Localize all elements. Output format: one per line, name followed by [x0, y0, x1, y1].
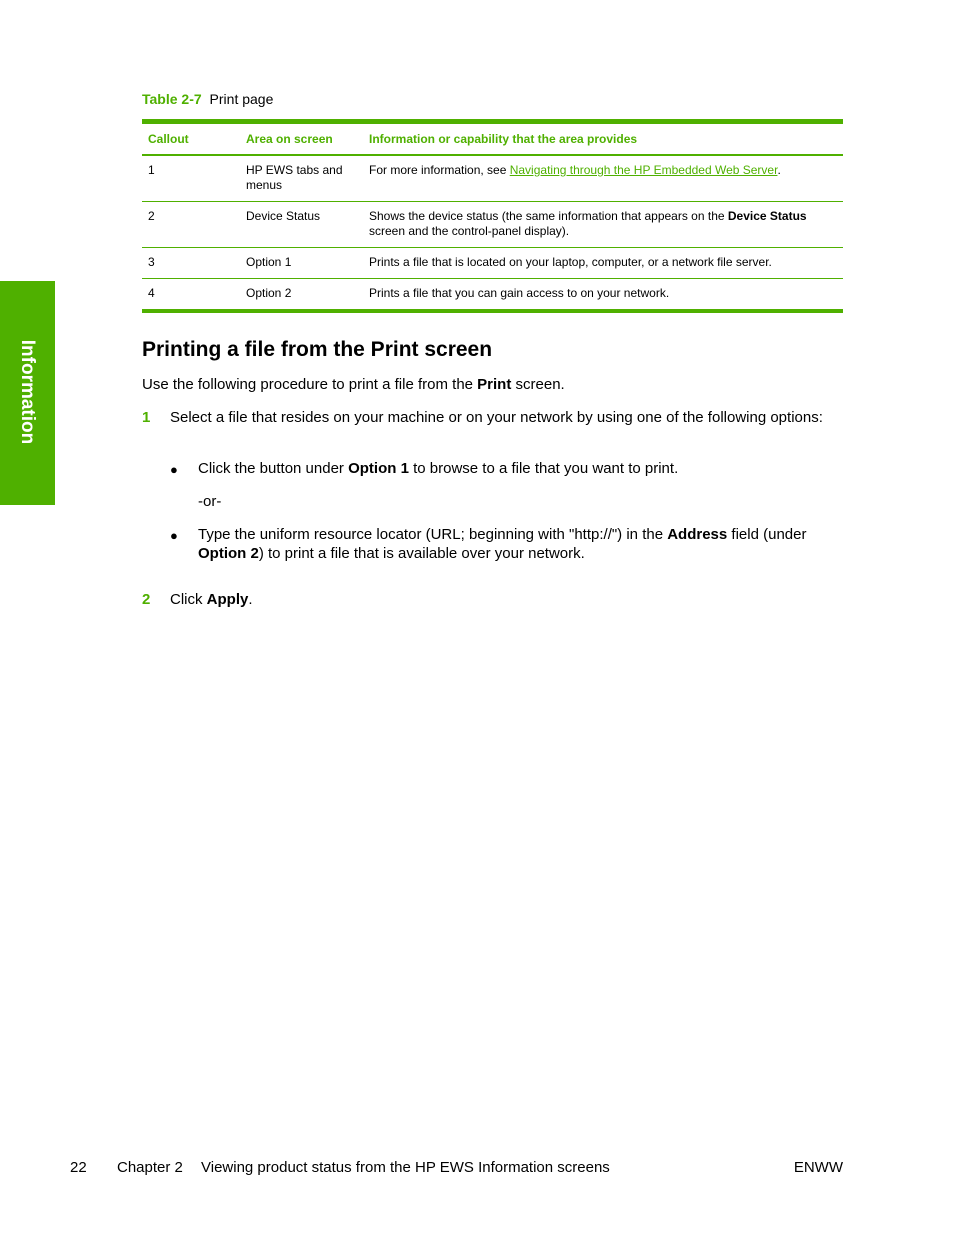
table-row — [142, 279, 843, 312]
cell-info-suffix: . — [777, 163, 781, 177]
intro-suffix: screen. — [511, 376, 565, 393]
footer-code: ENWW — [793, 1159, 843, 1176]
table-row — [142, 248, 843, 279]
ews-navigation-link[interactable]: Navigating through the HP Embedded Web Server — [509, 163, 778, 177]
cell-info-suffix: screen and the control-panel display). — [369, 224, 570, 238]
cell-callout: 2 — [148, 209, 155, 223]
footer-chapter: Chapter 2 — [117, 1159, 183, 1176]
step-2-text — [170, 590, 253, 609]
side-tab-label: Information — [17, 339, 38, 445]
cell-area: Option 2 — [246, 286, 292, 300]
table-row — [142, 155, 843, 202]
or-separator: -or- — [198, 493, 222, 510]
cell-area: HP EWS tabs and menus — [246, 163, 343, 192]
step-1-number: 1 — [142, 409, 151, 426]
bullet-1-suffix: to browse to a file that you want to print. — [408, 460, 679, 477]
header-area: Area on screen — [246, 132, 333, 146]
bullet-2-bold-option: Option 2 — [198, 545, 259, 562]
cell-callout: 1 — [148, 163, 155, 177]
section-heading: Printing a file from the Print screen — [142, 338, 493, 361]
cell-callout: 3 — [148, 255, 155, 269]
cell-info: Prints a file that you can gain access to on your network. — [369, 286, 670, 300]
bullet-icon: ● — [170, 528, 178, 543]
table-header-row — [142, 122, 843, 156]
bullet-icon: ● — [170, 462, 178, 477]
step-2-suffix: . — [248, 591, 253, 608]
cell-info-bold: Device Status — [727, 209, 807, 223]
header-info: Information or capability that the area provides — [369, 132, 638, 146]
bullet-1-bold: Option 1 — [348, 460, 409, 477]
print-page-table — [142, 119, 843, 313]
bullet-2-prefix: Type the uniform resource locator (URL; beginning with "http://") in the — [198, 526, 668, 543]
cell-area: Device Status — [246, 209, 321, 223]
step-2-number: 2 — [142, 591, 151, 608]
step-2-prefix: Click — [170, 591, 207, 608]
table-row — [142, 202, 843, 248]
cell-info: Prints a file that is located on your laptop, computer, or a network file server. — [369, 255, 772, 269]
step-1-text: Select a file that resides on your machine or on your network by using one of the following options: — [170, 409, 823, 426]
step-2-bold: Apply — [206, 591, 249, 608]
bullet-2-bold-address: Address — [667, 526, 728, 543]
bullet-1-text — [198, 459, 838, 478]
bullet-1-prefix: Click the button under — [198, 460, 349, 477]
intro-bold: Print — [477, 376, 512, 393]
cell-info — [363, 155, 843, 202]
cell-area: Option 1 — [246, 255, 292, 269]
cell-info — [363, 202, 843, 248]
intro-paragraph — [142, 376, 565, 393]
cell-info-text: For more information, see — [369, 163, 510, 177]
bullet-2-mid: field (under — [727, 526, 807, 543]
intro-text: Use the following procedure to print a file from the — [142, 376, 478, 393]
footer-title: Viewing product status from the HP EWS Information screens — [201, 1159, 610, 1176]
bullet-2-text — [198, 525, 843, 563]
cell-callout: 4 — [148, 286, 155, 300]
table-caption-number: Table 2-7 — [142, 91, 202, 107]
table-caption-title: Print page — [209, 91, 274, 107]
bullet-2-suffix: ) to print a file that is available over your network. — [258, 545, 585, 562]
cell-info-text: Shows the device status (the same information that appears on the — [369, 209, 728, 223]
table-caption — [142, 91, 273, 107]
header-callout: Callout — [148, 132, 189, 146]
page-number: 22 — [70, 1159, 87, 1176]
